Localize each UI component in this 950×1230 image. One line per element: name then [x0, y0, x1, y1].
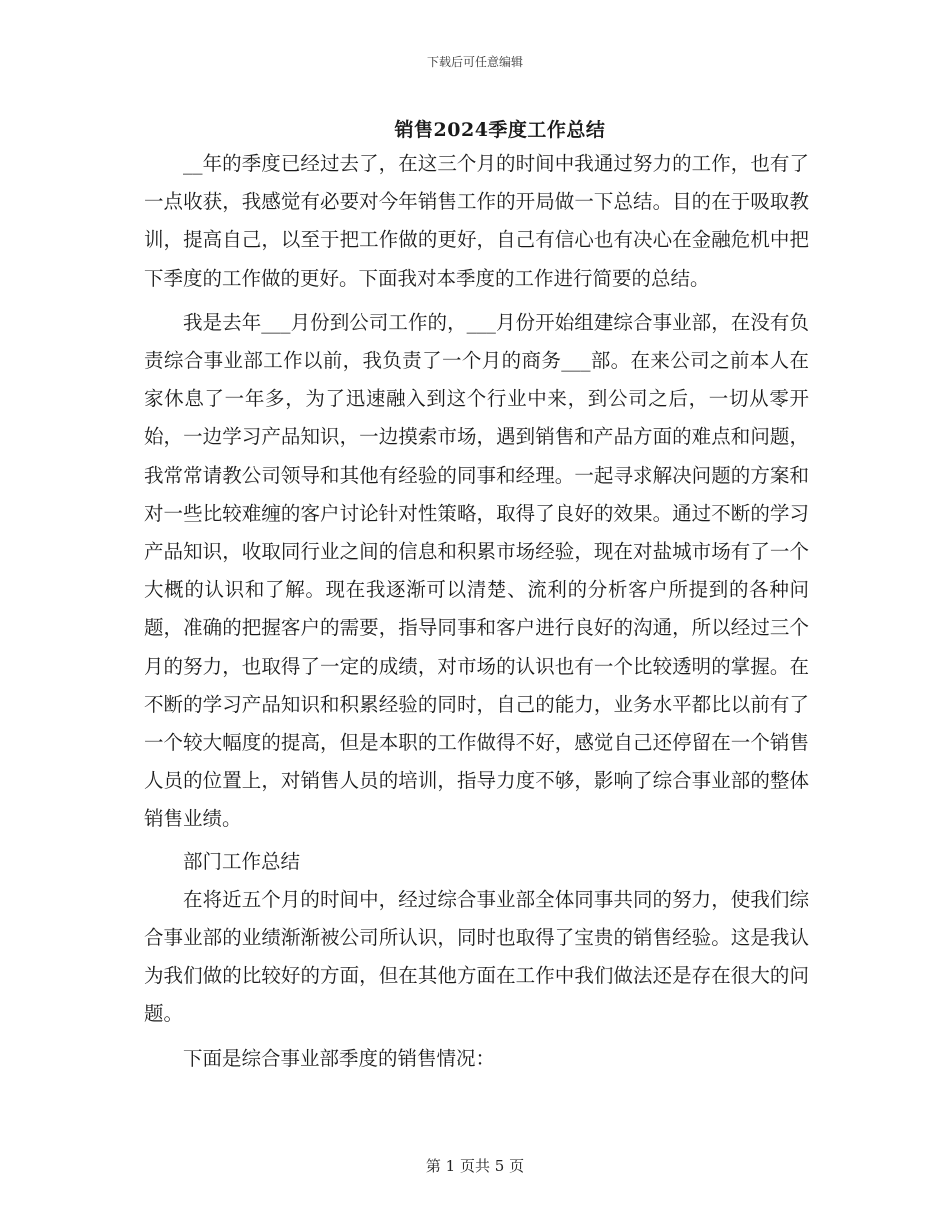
document-title: 销售2024季度工作总结 [394, 119, 606, 141]
page-header-note: 下载后可任意编辑 [426, 55, 523, 69]
document-body [144, 145, 809, 1078]
section-heading-department: 部门工作总结 [183, 849, 301, 873]
paragraph-personal-review: 我是去年___月份到公司工作的，___月份开始组建综合事业部，在没有负责综合事业部工作以前，我负责了一个月的商务___部。在来公司之前本人在家休息了一年多，为了迅速融入到这个行业中来，到公司之后，一切从零开始，一边学习产品知识，一边摸索市场，遇到销售和产品方面的难点和问题，我常常请教公司领导和其他有经验的同事和经理。一起寻求解决问题的方案和对一些比较难缠的客户讨论针对性策略，取得了良好的效果。通过不断的学习产品知识，收取同行业之间的信息和积累市场经验，现在对盐城市场有了一个大概的认识和了解。现在我逐渐可以清楚、流利的分析客户所提到的各种问题，准确的把握客户的需要，指导同事和客户进行良好的沟通，所以经过三个月的努力，也取得了一定的成绩，对市场的认识也有一个比较透明的掌握。在不断的学习产品知识和积累经验的同时，自己的能力，业务水平都比以前有了一个较大幅度的提高，但是本职的工作做得不好，感觉自己还停留在一个销售人员的位置上，对销售人员的培训，指导力度不够，影响了综合事业部的整体销售业绩。 [144, 310, 809, 831]
paragraph-sales-intro: 下面是综合事业部季度的销售情况： [183, 1046, 496, 1070]
page-footer: 第 1 页共 5 页 [425, 1157, 525, 1175]
paragraph-intro: __年的季度已经过去了，在这三个月的时间中我通过努力的工作，也有了一点收获，我感觉有必要对今年销售工作的开局做一下总结。目的在于吸取教训，提高自己，以至于把工作做的更好，自己有信心也有决心在金融危机中把下季度的工作做的更好。下面我对本季度的工作进行简要的总结。 [144, 152, 809, 290]
paragraph-department-review: 在将近五个月的时间中，经过综合事业部全体同事共同的努力，使我们综合事业部的业绩渐渐被公司所认识，同时也取得了宝贵的销售经验。这是我认为我们做的比较好的方面，但在其他方面在工作中我们做法还是存在很大的问题。 [144, 887, 809, 1026]
